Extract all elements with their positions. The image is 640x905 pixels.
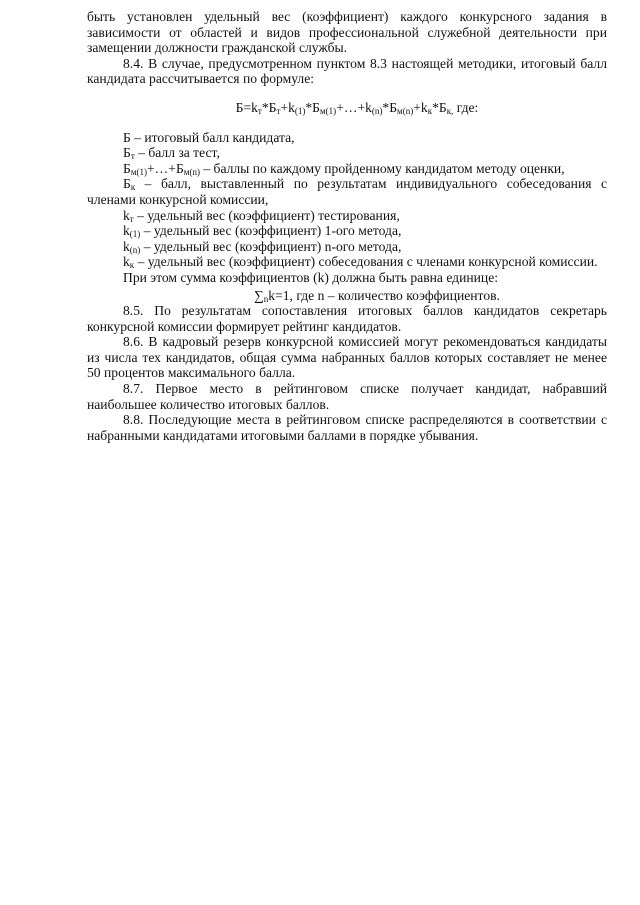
definition-test-score: $Б_т$ – балл за тест, xyxy=(123,145,220,162)
definition-interview-weight: $k_к$ – удельный вес (коэффициент) собеседования с членами конкурсной комиссии. xyxy=(123,254,598,271)
paragraph-8-7: 8.7. Первое место в рейтинговом списке получает кандидат, набравший наибольшее количество итоговых баллов. xyxy=(87,381,607,412)
paragraph-8-6: 8.6. В кадровый резерв конкурсной комиссией могут рекомендоваться кандидаты из числа тех кандидатов, общая сумма набранных баллов которых составляет не менее 50 процентов максимального балла. xyxy=(87,334,607,381)
definition-interview-score: $Б_к$ – балл, выставленный по результатам индивидуального собеседования с членами конкурсной комиссии, xyxy=(87,176,607,207)
paragraph-8-4: 8.4. В случае, предусмотренном пунктом 8.3 настоящей методики, итоговый балл кандидата рассчитывается по формуле: xyxy=(87,55,607,87)
paragraph-sum-condition: При этом сумма коэффициентов (k) должна быть равна единице: xyxy=(123,269,499,285)
definition-methodn-weight: $k_{(n)}$ – удельный вес (коэффициент) n-ого метода, xyxy=(123,238,402,255)
definition-total-score: Б – итоговый балл кандидата, xyxy=(123,129,295,145)
sum-formula: $\sum_nk=1$, где n – количество коэффициентов. xyxy=(254,287,500,304)
paragraph-8-5: 8.5. По результатам сопоставления итоговых баллов кандидатов секретарь конкурсной комиссии формирует рейтинг кандидатов. xyxy=(87,303,607,334)
paragraph-intro: быть установлен удельный вес (коэффициент) каждого конкурсного задания в зависимости от областей и видов профессиональной служебной деятельности при замещении должности гражданской службы. xyxy=(87,9,607,56)
definition-method-scores: $Б_{м(1)}+\dots+Б_{м(n)}$ – баллы по каждому пройденному кандидатом методу оценки, xyxy=(123,160,565,177)
document-page xyxy=(87,9,607,443)
definition-test-weight: $k_т$ – удельный вес (коэффициент) тестирования, xyxy=(123,207,400,224)
sigma-symbol: ∑ xyxy=(254,287,264,303)
total-score-formula: $Б=k_т*Б_т+k_{(1)}*Б_{м(1)}+\dots+k_{(n)}*Б_{м(n)}+k_к*Б_{к,}$ где: xyxy=(235,99,479,116)
paragraph-8-8: 8.8. Последующие места в рейтинговом списке распределяются в соответствии с набранными кандидатами итоговыми баллами в порядке убывания. xyxy=(87,412,607,443)
definition-method1-weight: $k_{(1)}$ – удельный вес (коэффициент) 1-ого метода, xyxy=(123,223,402,240)
